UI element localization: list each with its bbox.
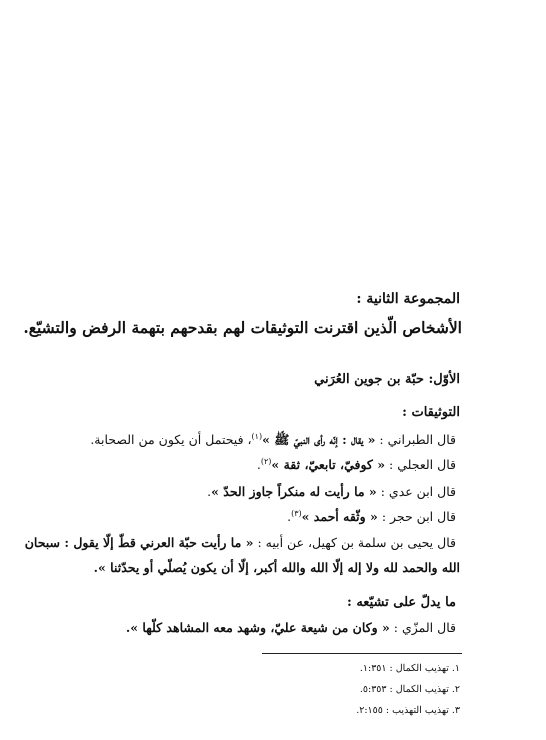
footnote-2: ٢. تهذيب الكمال : ٥:٣٥٣. bbox=[359, 684, 460, 695]
quote-mizzi bbox=[126, 620, 456, 635]
quote-ibn-hajar bbox=[287, 509, 456, 524]
quote-after: ، فيحتمل أن يكون من الصحابة. bbox=[90, 432, 252, 448]
quote-speaker: قال ابن حجر : bbox=[381, 509, 456, 525]
quote-tabarani bbox=[90, 432, 456, 451]
quote-speaker: قال الطبراني : bbox=[379, 432, 456, 448]
footnote-ref: (١) bbox=[251, 432, 263, 441]
person-heading: الأوّل: حبّة بن جوين العُرَني bbox=[314, 372, 460, 387]
quote-speaker: قال المزّي : bbox=[393, 620, 456, 635]
long-quote-line-1 bbox=[25, 535, 456, 550]
section-heading: الأشخاص الّذين اقترنت التوثيقات لهم بقدحهم بتهمة الرفض والتشيّع. bbox=[23, 318, 462, 337]
quote-text: « وثّقه أحمد » bbox=[301, 509, 378, 525]
quote-speaker: قال العجلي : bbox=[389, 457, 456, 473]
footnote-ref: (٣) bbox=[291, 509, 302, 518]
quote-after: . bbox=[207, 484, 212, 499]
quote-text: « كوفيّ، تابعيّ، ثقة » bbox=[271, 457, 386, 473]
quote-ijli bbox=[257, 457, 456, 472]
group-heading: المجموعة الثانية : bbox=[356, 291, 460, 307]
quote-text: « وكان من شيعة عليّ، وشهد معه المشاهد كلّها ». bbox=[125, 620, 390, 635]
quote-text: « ما رأيت له منكراً جاوز الحدّ » bbox=[211, 484, 377, 499]
long-quote-line-2: الله والحمد لله ولا إله إلّا الله والله أكبر، إلّا أن يكون يُصلّي أو يحدّثنا ». bbox=[93, 560, 460, 575]
quote-text: « ما رأيت حبّة العرني قطّ إلّا يقول : سبحان bbox=[24, 535, 254, 550]
quote-after: . bbox=[256, 457, 261, 473]
quote-speaker: قال ابن عدي : bbox=[380, 484, 456, 499]
footnote-divider bbox=[262, 653, 462, 654]
quote-after: . bbox=[287, 509, 292, 525]
footnote-ref: (٢) bbox=[260, 457, 272, 466]
footnote-1: ١. تهذيب الكمال : ١:٣٥١. bbox=[359, 663, 460, 674]
footnote-3: ٣. تهذيب التهذيب : ٢:١٥٥. bbox=[356, 705, 460, 716]
tawthiqat-heading: التوثيقات : bbox=[402, 405, 460, 420]
quote-speaker: قال يحيى بن سلمة بن كهيل، عن أبيه : bbox=[257, 535, 456, 550]
quote-text: « يقال : إنّه رأى النبيّ ﷺ » bbox=[262, 432, 376, 448]
tashayyu-heading: ما يدلّ على تشيّعه : bbox=[347, 595, 456, 610]
quote-ibn-adi bbox=[207, 484, 456, 499]
